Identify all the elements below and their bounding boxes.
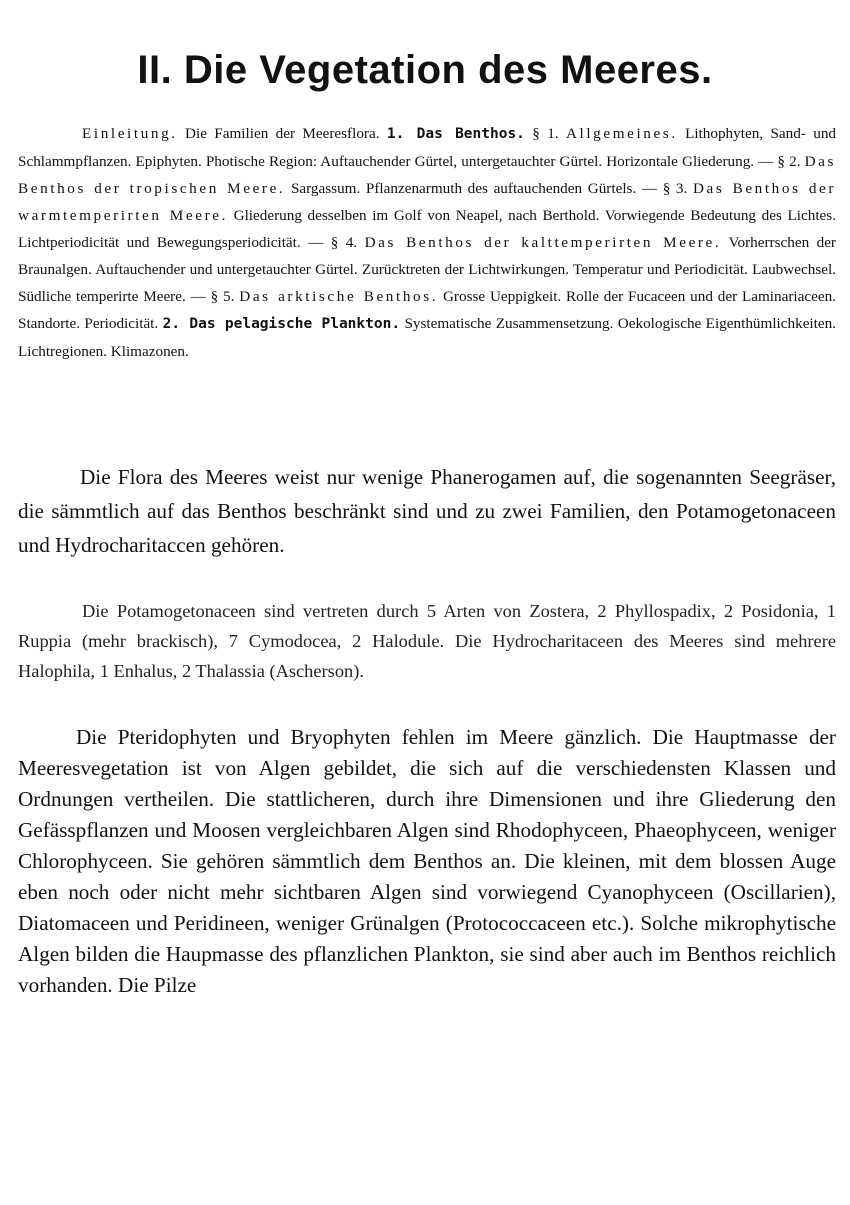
chapter-summary xyxy=(18,120,836,365)
summary-text: Gliederung desselben im Golf von Neapel, nach Berthold. Vorwiegende Bedeutung des Lichtes. Lichtperiodicität und Bewegungsperiodicität. — § 4. xyxy=(18,207,836,251)
body-paragraph-1: Die Flora des Meeres weist nur wenige Phanerogamen auf, die sogenannten Seegräser, die sämmtlich auf das Benthos beschränkt sind und zu zwei Familien, den Potamogetonaceen und Hydrocharitaccen gehören. xyxy=(18,465,836,557)
summary-spaced-heading: Allgemeines. xyxy=(565,125,678,142)
summary-spaced-heading: Das Benthos der tropischen Meere. xyxy=(18,153,836,197)
summary-spaced-heading: Das arktische Benthos. xyxy=(239,288,439,305)
summary-spaced-heading: Das Benthos der warmtemperirten Meere. xyxy=(18,180,837,224)
summary-text: Grosse Ueppigkeit. Rolle der Fucaceen und der Laminariaceen. Standorte. Periodicität. xyxy=(18,288,836,332)
summary-text: Lithophyten, Sand- und Schlammpflanzen. Epiphyten. Photische Region: Auftauchender Gürtel, untergetauchter Gürtel. Horizontale Gliederung. — § 2. xyxy=(18,125,837,170)
summary-spaced-heading: Das Benthos der kalttemperirten Meere. xyxy=(364,234,722,251)
summary-text: Die Familien der Meeresflora. xyxy=(177,125,387,142)
section-heading-plankton: 2. Das pelagische Plankton. xyxy=(162,316,401,332)
summary-text: Sargassum. Pflanzenarmuth des auftauchenden Gürtels. — § 3. xyxy=(285,180,693,197)
body-paragraph-2: Die Potamogetonaceen sind vertreten durch 5 Arten von Zostera, 2 Phyllospadix, 2 Posidonia, 1 Ruppia (mehr brackisch), 7 Cymodocea, 2 Halodule. Die Hydrocharitaceen des Meeres sind mehrere Halophila, 1 Enhalus, 2 Thalassia (Ascherson). xyxy=(18,601,836,681)
chapter-title: II. Die Vegetation des Meeres. xyxy=(137,48,713,92)
summary-text: Systematische Zusammensetzung. Oekologische Eigenthümlichkeiten. Lichtregionen. Klimazonen. xyxy=(18,315,837,360)
summary-text: Vorherrschen der Braunalgen. Auftauchender und untergetauchter Gürtel. Zurücktreten der Lichtwirkungen. Temperatur und Periodicität. Laubwechsel. Südliche temperirte Meere. — § 5. xyxy=(18,234,836,305)
summary-indent xyxy=(18,125,82,142)
section-heading-benthos: 1. Das Benthos. xyxy=(386,126,525,142)
body-paragraph-3: Die Pteridophyten und Bryophyten fehlen im Meere gänzlich. Die Hauptmasse der Meeresvegetation ist von Algen gebildet, die sich auf die verschiedensten Klassen und Ordnungen vertheilen. Die stattlicheren, durch ihre Dimensionen und ihre Gliederung den Gefässpflanzen und Moosen vergleichbaren Algen sind Rhodophyceen, Phaeophyceen, weniger Chlorophyceen. Sie gehören sämmtlich dem Benthos an. Die kleinen, mit dem blossen Auge eben noch oder nicht mehr sichtbaren Algen sind vorwiegend Cyanophyceen (Oscillarien), Diatomaceen und Peridineen, weniger Grünalgen (Protococcaceen etc.). Solche mikrophytische Algen bilden die Haupmasse des pflanzlichen Plankton, sie sind aber auch im Benthos reichlich vorhanden. Die Pilze xyxy=(18,725,836,997)
summary-text: § 1. xyxy=(524,125,566,142)
summary-introduction: Einleitung. xyxy=(82,125,178,142)
